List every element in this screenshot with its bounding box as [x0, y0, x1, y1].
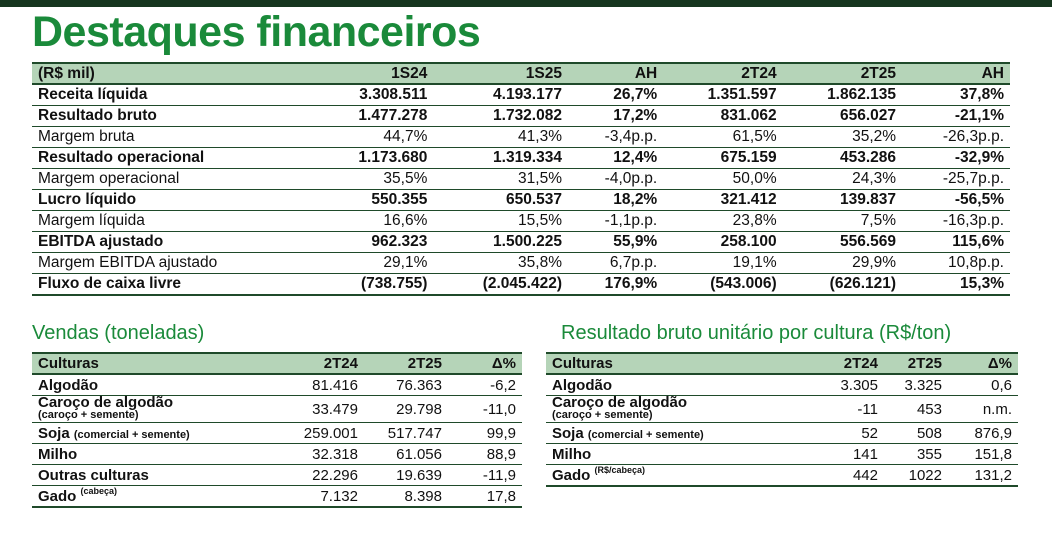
table-cell: 19,1%: [663, 253, 782, 274]
top-decorative-bar: [0, 0, 1052, 7]
table-cell: 18,2%: [568, 190, 663, 211]
column-header: 2T25: [884, 353, 948, 374]
table-cell: 44,7%: [314, 127, 433, 148]
table-cell: 3.325: [884, 374, 948, 396]
column-header: AH: [902, 63, 1010, 84]
table-cell: n.m.: [948, 396, 1018, 423]
table-cell: 15,5%: [433, 211, 568, 232]
table-cell: 259.001: [272, 423, 364, 444]
row-label: Fluxo de caixa livre: [32, 274, 314, 296]
row-label: Margem bruta: [32, 127, 314, 148]
table-header-row: [32, 63, 1010, 84]
table-cell: (2.045.422): [433, 274, 568, 296]
table-row: [32, 127, 1010, 148]
table-cell: 23,8%: [663, 211, 782, 232]
crop-cell: [546, 444, 814, 465]
table-cell: 1.477.278: [314, 106, 433, 127]
table-cell: 151,8: [948, 444, 1018, 465]
table-cell: 141: [814, 444, 884, 465]
table-cell: 1022: [884, 465, 948, 487]
table-row: [32, 190, 1010, 211]
table-cell: 3.308.511: [314, 84, 433, 106]
column-header: 2T25: [364, 353, 448, 374]
column-header: AH: [568, 63, 663, 84]
table-cell: 61.056: [364, 444, 448, 465]
table-cell: 550.355: [314, 190, 433, 211]
table-cell: 1.500.225: [433, 232, 568, 253]
table-cell: -4,0p.p.: [568, 169, 663, 190]
financial-highlights-table: [32, 62, 1010, 296]
crop-name: Milho: [552, 445, 592, 463]
crop-note: (caroço + semente): [552, 409, 653, 421]
table-cell: (738.755): [314, 274, 433, 296]
table-cell: 41,3%: [433, 127, 568, 148]
crop-note: (caroço + semente): [38, 409, 139, 421]
table-cell: 12,4%: [568, 148, 663, 169]
crop-cell: [546, 465, 814, 487]
column-header: 1S24: [314, 63, 433, 84]
crop-name: Gado: [552, 466, 591, 484]
table-row: [546, 374, 1018, 396]
table-cell: 453: [884, 396, 948, 423]
table-cell: 37,8%: [902, 84, 1010, 106]
crop-cell: [546, 374, 814, 396]
table-cell: -11,9: [448, 465, 522, 486]
row-label: Lucro líquido: [32, 190, 314, 211]
crop-name: Soja: [38, 424, 70, 442]
table-cell: 35,5%: [314, 169, 433, 190]
table-cell: 19.639: [364, 465, 448, 486]
table-cell: 7.132: [272, 486, 364, 508]
table-cell: 35,8%: [433, 253, 568, 274]
crop-cell: [32, 444, 272, 465]
table-cell: 50,0%: [663, 169, 782, 190]
table-cell: 650.537: [433, 190, 568, 211]
row-label: Resultado bruto: [32, 106, 314, 127]
table-cell: 258.100: [663, 232, 782, 253]
table-cell: 442: [814, 465, 884, 487]
table-cell: -1,1p.p.: [568, 211, 663, 232]
column-header: 2T24: [272, 353, 364, 374]
row-label: Margem operacional: [32, 169, 314, 190]
table-row: [32, 211, 1010, 232]
table-cell: 321.412: [663, 190, 782, 211]
table-cell: 6,7p.p.: [568, 253, 663, 274]
table-row: [32, 84, 1010, 106]
table-cell: 31,5%: [433, 169, 568, 190]
column-header: Δ%: [448, 353, 522, 374]
table-cell: 1.319.334: [433, 148, 568, 169]
table-cell: 76.363: [364, 374, 448, 396]
table-cell: 26,7%: [568, 84, 663, 106]
column-header: Culturas: [546, 353, 814, 374]
table-cell: 675.159: [663, 148, 782, 169]
table-row: [32, 423, 522, 444]
crop-cell: [32, 396, 272, 423]
crop-cell: [546, 396, 814, 423]
table-row: [32, 169, 1010, 190]
table-cell: 131,2: [948, 465, 1018, 487]
column-header: 2T24: [663, 63, 782, 84]
crop-cell: [32, 486, 272, 508]
table-cell: -3,4p.p.: [568, 127, 663, 148]
table-cell: 22.296: [272, 465, 364, 486]
column-header: (R$ mil): [32, 63, 314, 84]
table-row: [32, 148, 1010, 169]
table-cell: 876,9: [948, 423, 1018, 444]
table-cell: 81.416: [272, 374, 364, 396]
table-cell: 656.027: [783, 106, 902, 127]
table-cell: -32,9%: [902, 148, 1010, 169]
table-cell: 8.398: [364, 486, 448, 508]
table-row: [32, 486, 522, 508]
crop-cell: [32, 374, 272, 396]
crop-cell: [32, 423, 272, 444]
crop-name: Milho: [38, 445, 78, 463]
table-cell: -6,2: [448, 374, 522, 396]
table-cell: 508: [884, 423, 948, 444]
table-cell: -11: [814, 396, 884, 423]
table-cell: 15,3%: [902, 274, 1010, 296]
vendas-subtitle: Vendas (toneladas): [32, 322, 205, 344]
table-row: [546, 396, 1018, 423]
crop-note: (comercial + semente): [587, 428, 704, 441]
crop-unit-note: (cabeça): [80, 485, 118, 496]
crop-name: Algodão: [552, 376, 612, 394]
table-cell: 831.062: [663, 106, 782, 127]
table-cell: 115,6%: [902, 232, 1010, 253]
table-cell: 3.305: [814, 374, 884, 396]
table-cell: -21,1%: [902, 106, 1010, 127]
table-row: [32, 444, 522, 465]
table-header-row: [32, 353, 522, 374]
table-row: [32, 396, 522, 423]
table-cell: 32.318: [272, 444, 364, 465]
table-cell: 10,8p.p.: [902, 253, 1010, 274]
column-header: 2T25: [783, 63, 902, 84]
table-cell: 29,1%: [314, 253, 433, 274]
table-cell: 355: [884, 444, 948, 465]
table-cell: 1.732.082: [433, 106, 568, 127]
table-cell: 24,3%: [783, 169, 902, 190]
crop-name: Caroço de algodão: [38, 394, 174, 411]
table-cell: -56,5%: [902, 190, 1010, 211]
table-row: [32, 274, 1010, 296]
crop-name: Algodão: [38, 376, 98, 394]
resultado-subtitle: Resultado bruto unitário por cultura (R$/ton): [561, 322, 952, 344]
crop-name: Gado: [38, 487, 77, 505]
table-cell: 4.193.177: [433, 84, 568, 106]
table-row: [546, 423, 1018, 444]
column-header: 1S25: [433, 63, 568, 84]
table-row: [32, 253, 1010, 274]
table-cell: 61,5%: [663, 127, 782, 148]
row-label: EBITDA ajustado: [32, 232, 314, 253]
table-cell: 88,9: [448, 444, 522, 465]
crop-name: Caroço de algodão: [552, 394, 688, 411]
table-cell: 29,9%: [783, 253, 902, 274]
crop-cell: [546, 423, 814, 444]
table-cell: 29.798: [364, 396, 448, 423]
table-cell: 17,8: [448, 486, 522, 508]
table-cell: 1.862.135: [783, 84, 902, 106]
column-header: Culturas: [32, 353, 272, 374]
row-label: Margem líquida: [32, 211, 314, 232]
row-label: Resultado operacional: [32, 148, 314, 169]
table-cell: 1.173.680: [314, 148, 433, 169]
table-cell: 52: [814, 423, 884, 444]
table-row: [546, 444, 1018, 465]
table-cell: 35,2%: [783, 127, 902, 148]
table-cell: 176,9%: [568, 274, 663, 296]
row-label: Receita líquida: [32, 84, 314, 106]
row-label: Margem EBITDA ajustado: [32, 253, 314, 274]
table-row: [32, 106, 1010, 127]
table-cell: 1.351.597: [663, 84, 782, 106]
table-cell: 962.323: [314, 232, 433, 253]
column-header: 2T24: [814, 353, 884, 374]
table-cell: (626.121): [783, 274, 902, 296]
table-row: [32, 232, 1010, 253]
table-cell: 55,9%: [568, 232, 663, 253]
crop-cell: [32, 465, 272, 486]
table-cell: (543.006): [663, 274, 782, 296]
vendas-table: [32, 352, 522, 508]
table-cell: -11,0: [448, 396, 522, 423]
crop-name: Outras culturas: [38, 466, 149, 484]
table-cell: 99,9: [448, 423, 522, 444]
crop-name: Soja: [552, 424, 584, 442]
column-header: Δ%: [948, 353, 1018, 374]
table-cell: 16,6%: [314, 211, 433, 232]
resultado-unitario-table: [546, 352, 1018, 487]
table-cell: 33.479: [272, 396, 364, 423]
crop-note: (comercial + semente): [73, 428, 190, 441]
table-header-row: [546, 353, 1018, 374]
crop-unit-note: (R$/cabeça): [594, 464, 646, 475]
table-cell: 453.286: [783, 148, 902, 169]
table-cell: -16,3p.p.: [902, 211, 1010, 232]
table-cell: -25,7p.p.: [902, 169, 1010, 190]
table-cell: 139.837: [783, 190, 902, 211]
table-cell: 17,2%: [568, 106, 663, 127]
table-row: [546, 465, 1018, 487]
table-cell: 517.747: [364, 423, 448, 444]
page-title: Destaques financeiros: [32, 8, 481, 56]
table-row: [32, 465, 522, 486]
table-cell: -26,3p.p.: [902, 127, 1010, 148]
table-cell: 556.569: [783, 232, 902, 253]
table-cell: 7,5%: [783, 211, 902, 232]
table-cell: 0,6: [948, 374, 1018, 396]
table-row: [32, 374, 522, 396]
